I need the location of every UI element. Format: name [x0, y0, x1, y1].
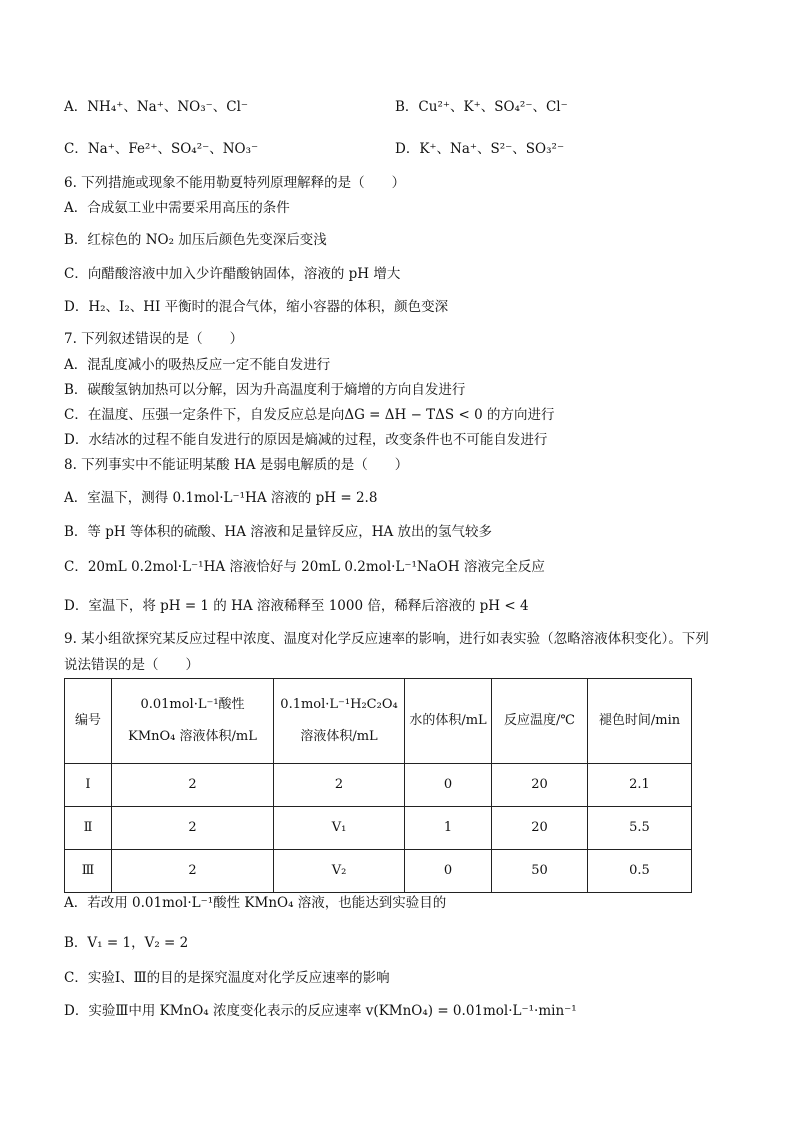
header-kmno4 — [112, 679, 274, 764]
cell-fade-time: 5.5 — [588, 807, 692, 850]
question-9-option-c: C．实验Ⅰ、Ⅲ的目的是探究温度对化学反应速率的影响 — [64, 970, 390, 986]
header-kmno4-line-1: 0.01mol·L⁻¹酸性 — [140, 697, 245, 712]
question-9-option-b: B．V₁ = 1，V₂ = 2 — [64, 935, 189, 951]
cell-water: 0 — [405, 764, 492, 807]
question-8-option-b: B．等 pH 等体积的硫酸、HA 溶液和足量锌反应，HA 放出的氢气较多 — [64, 524, 493, 540]
table-row — [65, 807, 692, 850]
experiment-table — [64, 678, 692, 893]
cell-fade-time: 2.1 — [588, 764, 692, 807]
question-7-option-b: B．碳酸氢钠加热可以分解，因为升高温度利于熵增的方向自发进行 — [64, 382, 466, 398]
cell-h2c2o4: V₁ — [274, 807, 405, 850]
question-7-option-c: C．在温度、压强一定条件下，自发反应总是向ΔG = ΔH − TΔS < 0 的方向进行 — [64, 407, 555, 423]
cell-number: Ⅱ — [65, 807, 112, 850]
header-h2c2o4 — [274, 679, 405, 764]
cell-temperature: 50 — [492, 850, 588, 893]
cell-water: 0 — [405, 850, 492, 893]
table-row — [65, 764, 692, 807]
header-water: 水的体积/mL — [405, 679, 492, 764]
question-8-option-c: C．20mL 0.2mol·L⁻¹HA 溶液恰好与 20mL 0.2mol·L⁻¹NaOH 溶液完全反应 — [64, 559, 545, 575]
question-7-option-a: A．混乱度减小的吸热反应一定不能自发进行 — [64, 357, 331, 373]
cell-kmno4: 2 — [112, 764, 274, 807]
question-6-option-b: B．红棕色的 NO₂ 加压后颜色先变深后变浅 — [64, 232, 327, 248]
table-row — [65, 850, 692, 893]
question-6-option-d: D．H₂、I₂、HI 平衡时的混合气体，缩小容器的体积，颜色变深 — [64, 299, 449, 315]
cell-number: Ⅰ — [65, 764, 112, 807]
cell-kmno4: 2 — [112, 850, 274, 893]
header-number: 编号 — [65, 679, 112, 764]
header-h2c2o4-line-1: 0.1mol·L⁻¹H₂C₂O₄ — [280, 697, 398, 712]
cell-fade-time: 0.5 — [588, 850, 692, 893]
header-temperature: 反应温度/℃ — [492, 679, 588, 764]
header-fade-time: 褪色时间/min — [588, 679, 692, 764]
header-h2c2o4-line-2: 溶液体积/mL — [300, 729, 378, 744]
question-8-option-d: D．室温下，将 pH = 1 的 HA 溶液稀释至 1000 倍，稀释后溶液的 pH < 4 — [64, 598, 529, 614]
question-9-stem-line-1: 9. 某小组欲探究某反应过程中浓度、温度对化学反应速率的影响，进行如表实验（忽略溶液体积变化）。下列 — [64, 631, 709, 647]
question-9-option-d: D．实验Ⅲ中用 KMnO₄ 浓度变化表示的反应速率 v(KMnO₄) = 0.01mol·L⁻¹·min⁻¹ — [64, 1003, 577, 1019]
cell-number: Ⅲ — [65, 850, 112, 893]
cell-kmno4: 2 — [112, 807, 274, 850]
option-5a: A．NH₄⁺、Na⁺、NO₃⁻、Cl⁻ — [64, 99, 249, 115]
question-6-option-a: A．合成氨工业中需要采用高压的条件 — [64, 200, 290, 216]
option-5d: D．K⁺、Na⁺、S²⁻、SO₃²⁻ — [395, 141, 565, 157]
question-9-stem-line-2: 说法错误的是（ ） — [64, 657, 199, 673]
cell-temperature: 20 — [492, 807, 588, 850]
question-6-stem: 6. 下列措施或现象不能用勒夏特列原理解释的是（ ） — [64, 175, 406, 191]
option-5c: C．Na⁺、Fe²⁺、SO₄²⁻、NO₃⁻ — [64, 141, 259, 157]
header-kmno4-line-2: KMnO₄ 溶液体积/mL — [128, 729, 257, 744]
cell-h2c2o4: 2 — [274, 764, 405, 807]
cell-temperature: 20 — [492, 764, 588, 807]
cell-water: 1 — [405, 807, 492, 850]
question-7-stem: 7. 下列叙述错误的是（ ） — [64, 331, 244, 347]
question-8-stem: 8. 下列事实中不能证明某酸 HA 是弱电解质的是（ ） — [64, 457, 409, 473]
question-8-option-a: A．室温下，测得 0.1mol·L⁻¹HA 溶液的 pH = 2.8 — [64, 490, 378, 506]
question-7-option-d: D．水结冰的过程不能自发进行的原因是熵减的过程，改变条件也不可能自发进行 — [64, 432, 548, 448]
cell-h2c2o4: V₂ — [274, 850, 405, 893]
option-5b: B．Cu²⁺、K⁺、SO₄²⁻、Cl⁻ — [395, 99, 568, 115]
question-9-option-a: A．若改用 0.01mol·L⁻¹酸性 KMnO₄ 溶液，也能达到实验目的 — [64, 895, 447, 911]
table-header-row — [65, 679, 692, 764]
question-6-option-c: C．向醋酸溶液中加入少许醋酸钠固体，溶液的 pH 增大 — [64, 266, 401, 282]
